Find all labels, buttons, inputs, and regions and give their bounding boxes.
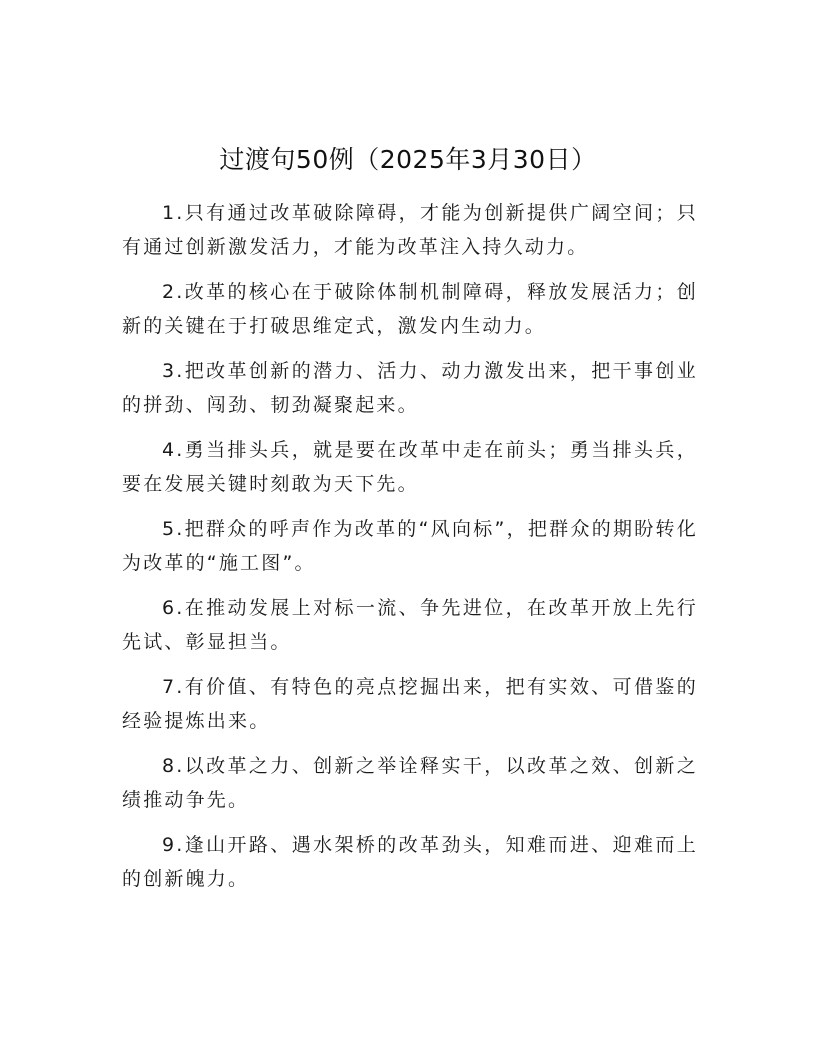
paragraph-3: 3.把改革创新的潜力、活力、动力激发出来，把干事创业的拼劲、闯劲、韧劲凝聚起来。 [122, 360, 698, 416]
paragraph-8: 8.以改革之力、创新之举诠释实干，以改革之效、创新之绩推动争先。 [122, 755, 698, 811]
paragraph-2: 2.改革的核心在于破除体制机制障碍，释放发展活力；创新的关键在于打破思维定式，激发内生动力。 [122, 281, 698, 337]
paragraph-9: 9.逢山开路、遇水架桥的改革劲头，知难而进、迎难而上的创新魄力。 [122, 834, 698, 890]
document-body [122, 196, 698, 907]
paragraph-5: 5.把群众的呼声作为改革的“风向标”，把群众的期盼转化为改革的“施工图”。 [122, 518, 698, 574]
paragraph-4: 4.勇当排头兵，就是要在改革中走在前头；勇当排头兵，要在发展关键时刻敢为天下先。 [122, 439, 698, 495]
paragraph-7: 7.有价值、有特色的亮点挖掘出来，把有实效、可借鉴的经验提炼出来。 [122, 676, 698, 732]
document-title: 过渡句50例（2025年3月30日） [219, 145, 597, 174]
paragraph-6: 6.在推动发展上对标一流、争先进位，在改革开放上先行先试、彰显担当。 [122, 597, 698, 653]
paragraph-1: 1.只有通过改革破除障碍，才能为创新提供广阔空间；只有通过创新激发活力，才能为改革注入持久动力。 [122, 202, 698, 258]
